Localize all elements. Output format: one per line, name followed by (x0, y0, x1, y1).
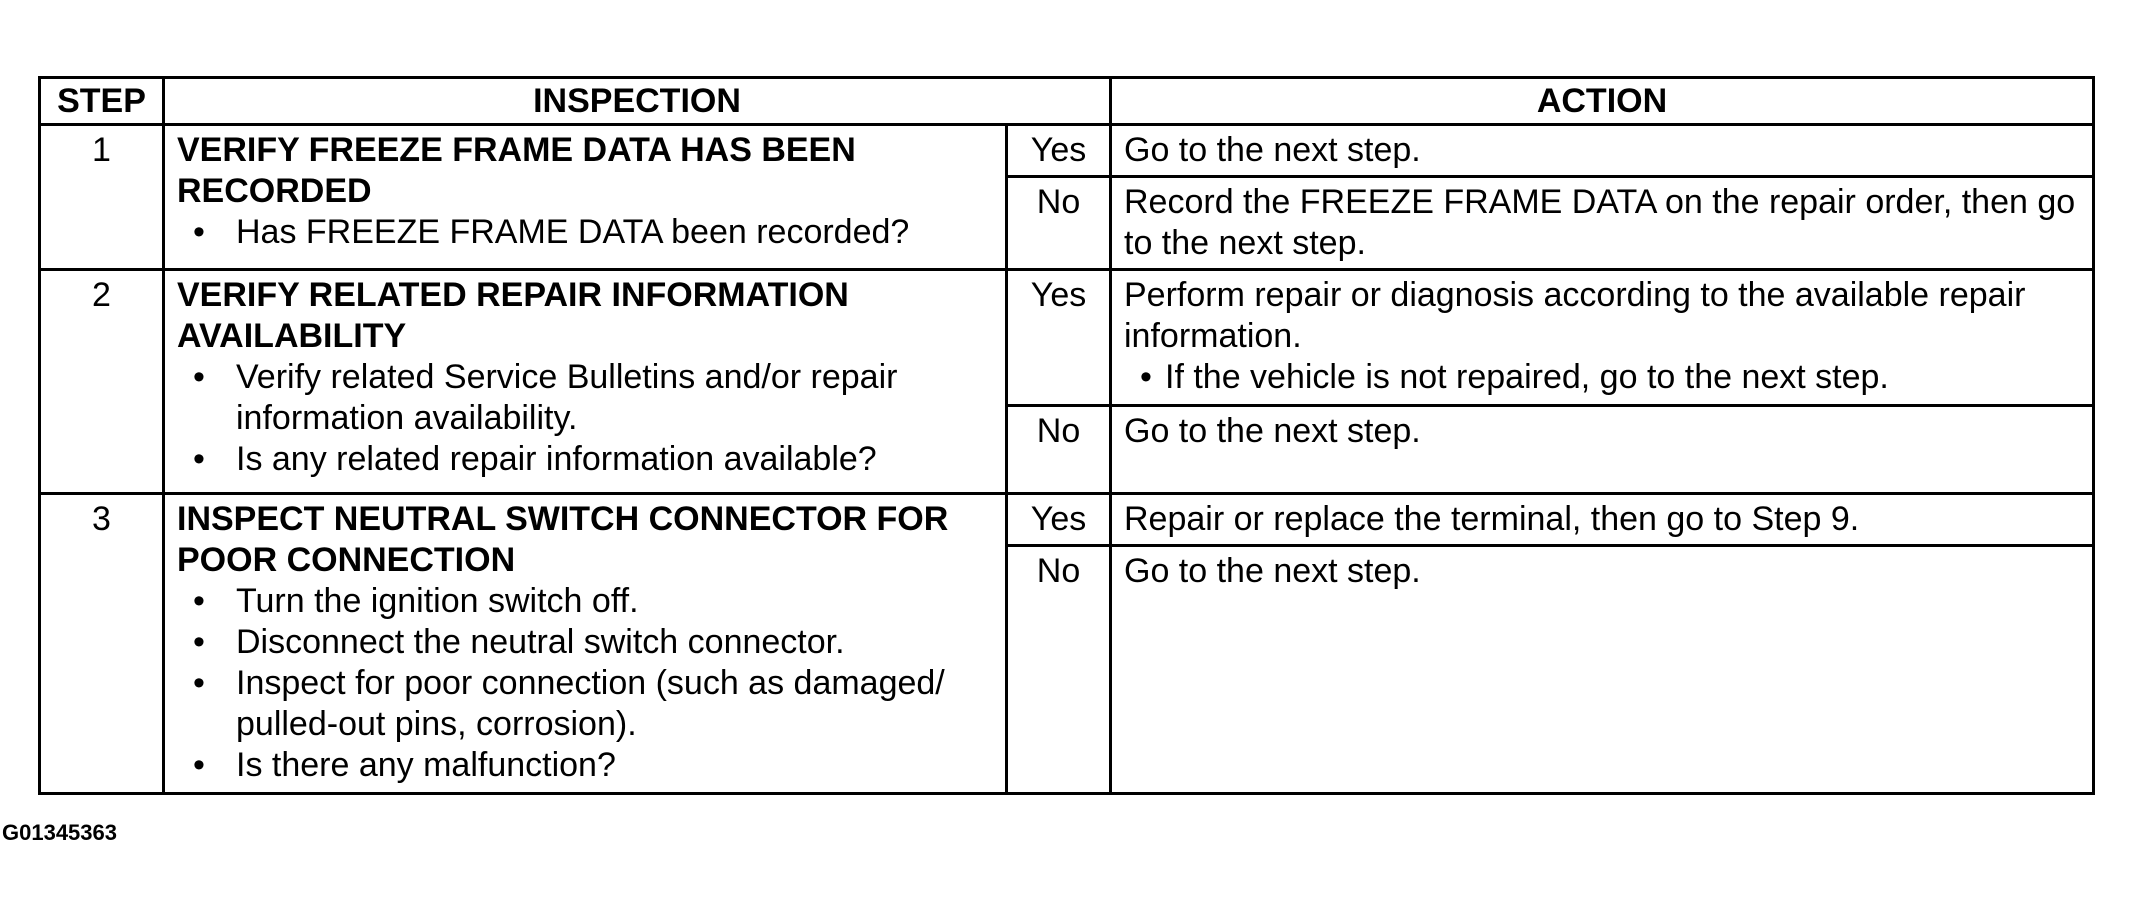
yes-action (1111, 270, 2094, 406)
step-number: 1 (40, 125, 164, 270)
header-action: ACTION (1111, 78, 2094, 125)
action-list (1124, 357, 2080, 398)
no-label: No (1007, 177, 1111, 270)
action-item: • If the vehicle is not repaired, go to the next step. (1124, 357, 2080, 398)
check-item: • Disconnect the neutral switch connector. (177, 622, 995, 663)
step-inspection (164, 494, 1007, 794)
yes-action-text: Perform repair or diagnosis according to the available repair information. (1124, 276, 2026, 355)
check-item: • Turn the ignition switch off. (177, 581, 995, 622)
no-label: No (1007, 546, 1111, 794)
yes-action: Go to the next step. (1111, 125, 2094, 177)
yes-label: Yes (1007, 270, 1111, 406)
check-item: • Inspect for poor connection (such as damaged/ pulled-out pins, corrosion). (177, 663, 995, 745)
figure-id: G01345363 (2, 820, 117, 845)
step-title: VERIFY FREEZE FRAME DATA HAS BEEN RECORDED (177, 131, 856, 210)
step-inspection (164, 270, 1007, 494)
check-list (177, 357, 995, 480)
check-item: • Is any related repair information available? (177, 439, 995, 480)
no-action: Go to the next step. (1111, 406, 2094, 494)
check-list (177, 212, 995, 253)
header-inspection: INSPECTION (164, 78, 1111, 125)
no-label: No (1007, 406, 1111, 494)
step-inspection (164, 125, 1007, 270)
yes-label: Yes (1007, 494, 1111, 546)
step-number: 2 (40, 270, 164, 494)
yes-action: Repair or replace the terminal, then go to Step 9. (1111, 494, 2094, 546)
step-title: INSPECT NEUTRAL SWITCH CONNECTOR FOR POOR CONNECTION (177, 500, 949, 579)
header-step: STEP (40, 78, 164, 125)
step-2-yes-row (40, 270, 2094, 406)
step-number: 3 (40, 494, 164, 794)
check-item: • Has FREEZE FRAME DATA been recorded? (177, 212, 995, 253)
check-item: • Verify related Service Bulletins and/or repair information availability. (177, 357, 995, 439)
step-3-yes-row (40, 494, 2094, 546)
no-action: Record the FREEZE FRAME DATA on the repair order, then go to the next step. (1111, 177, 2094, 270)
step-title: VERIFY RELATED REPAIR INFORMATION AVAILABILITY (177, 276, 849, 355)
yes-label: Yes (1007, 125, 1111, 177)
no-action: Go to the next step. (1111, 546, 2094, 794)
check-list (177, 581, 995, 786)
diagnostic-table (38, 76, 2095, 795)
check-item: • Is there any malfunction? (177, 745, 995, 786)
step-1-yes-row (40, 125, 2094, 177)
header-row (40, 78, 2094, 125)
